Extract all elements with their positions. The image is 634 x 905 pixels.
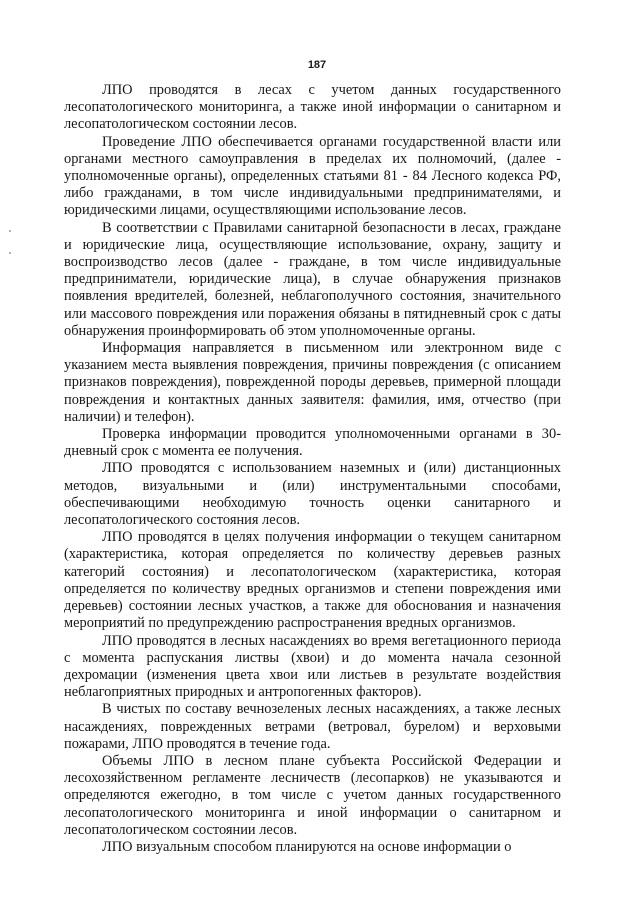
page-number: 187 bbox=[307, 59, 327, 71]
paragraph: Информация направляется в письменном или электронном виде с указанием места выявления повреждения, причины повреждения (с описанием признаков повреждения), поврежденной породы деревьев, примерной площади повреждения и контактных данных заявителя: фамилия, имя, отчество (при наличии) и телефон). bbox=[64, 340, 561, 425]
paragraph: В чистых по составу вечнозеленых лесных насаждениях, а также лесных насаждениях, поврежденных ветрами (ветровал, бурелом) и верховыми пожарами, ЛПО проводятся в течение года. bbox=[64, 701, 561, 752]
margin-speck bbox=[9, 230, 11, 232]
paragraph: ЛПО проводятся с использованием наземных и (или) дистанционных методов, визуальными и (или) инструментальными способами, обеспечивающими необходимую точность оценки санитарного и лесопатологического состояния лесов. bbox=[64, 460, 561, 529]
paragraph: В соответствии с Правилами санитарной безопасности в лесах, граждане и юридические лица, осуществляющие использование, охрану, защиту и воспроизводство лесов (далее - граждане, в том числе индивидуальные предприниматели, юридические лица), в случае обнаружения признаков появления вредителей, болезней, неблагополучного состояния, значительного или массового повреждения или поражения обязаны в пятидневный срок с даты обнаружения проинформировать об этом уполномоченные органы. bbox=[64, 219, 561, 339]
margin-speck bbox=[9, 252, 11, 254]
paragraph: ЛПО проводятся в лесных насаждениях во время вегетационного периода с момента распускания листвы (хвои) и до момента начала сезонной дехромации (изменения цвета хвои или листьев в результате воздействия неблагоприятных природных и антропогенных факторов). bbox=[64, 632, 561, 701]
body-text bbox=[64, 82, 561, 856]
paragraph: ЛПО проводятся в лесах с учетом данных государственного лесопатологического мониторинга, а также иной информации о санитарном и лесопатологическом состоянии лесов. bbox=[64, 82, 561, 133]
paragraph: Проверка информации проводится уполномоченными органами в 30-дневный срок с момента ее получения. bbox=[64, 426, 561, 460]
paragraph: Проведение ЛПО обеспечивается органами государственной власти или органами местного самоуправления в пределах их полномочий, (далее - уполномоченные органы), определенных статьями 81 - 84 Лесного кодекса РФ, либо гражданами, в том числе индивидуальными предпринимателями, и юридическими лицами, осуществляющими использование лесов. bbox=[64, 133, 561, 219]
paragraph: ЛПО проводятся в целях получения информации о текущем санитарном (характеристика, которая определяется по количеству деревьев разных категорий состояния) и лесопатологическом (характеристика, которая определяется по количеству вредных организмов и степени повреждения ими деревьев) состоянии лесных участков, а также для обоснования и назначения мероприятий по предупреждению распространения вредных организмов. bbox=[64, 529, 561, 632]
paragraph: Объемы ЛПО в лесном плане субъекта Российской Федерации и лесохозяйственном регламенте лесничеств (лесопарков) не указываются и определяются ежегодно, в том числе с учетом данных государственного лесопатологического мониторинга и иной информации о санитарном и лесопатологическом состоянии лесов. bbox=[64, 752, 561, 838]
paragraph: ЛПО визуальным способом планируются на основе информации о bbox=[102, 838, 512, 855]
